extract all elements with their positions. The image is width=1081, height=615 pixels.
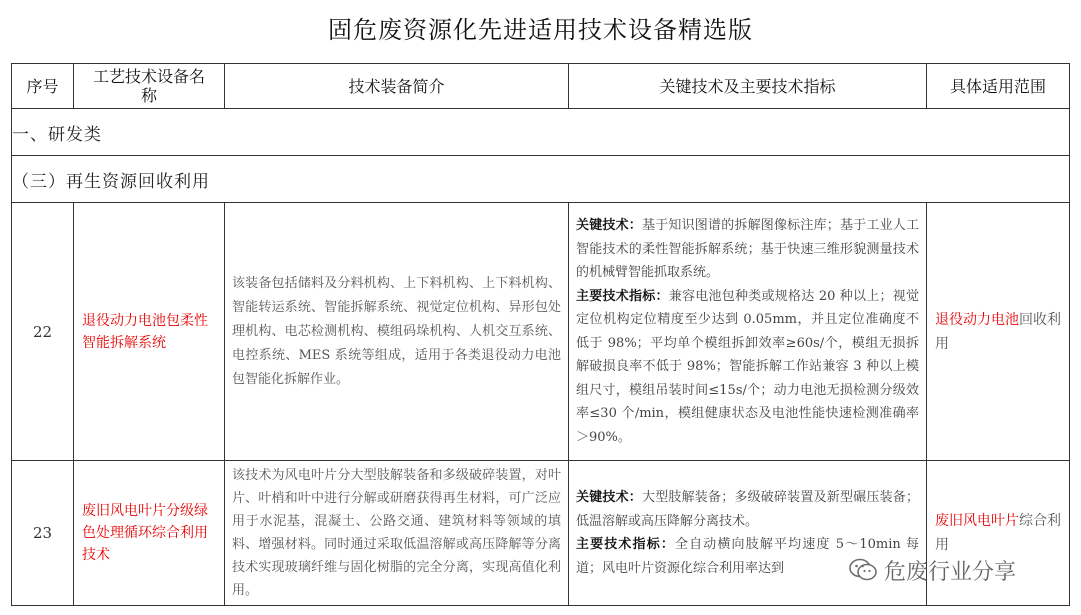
- row-key-tech: [569, 203, 927, 461]
- indicator-label: 主要技术指标：: [576, 537, 675, 552]
- watermark: [848, 550, 1016, 590]
- scope-highlight: 废旧风电叶片: [935, 513, 1019, 529]
- key-label: 关键技术：: [576, 490, 642, 505]
- scope-highlight: 退役动力电池: [935, 311, 1019, 328]
- header-name-text: 工艺技术设备名称: [92, 67, 205, 105]
- row-intro: 该技术为风电叶片分大型肢解装备和多级破碎装置，对叶片、叶梢和叶中进行分解或研磨获得再生材料，可广泛应用于水泥基，混凝土、公路交通、建筑材料等领域的填料、增强材料。同时通过采取低温溶解或高压降解等分离技术实现玻璃纤维与固化树脂的完全分离，实现高值化利用。: [225, 461, 569, 606]
- subsection-title: （三）再生资源回收利用: [12, 156, 1070, 203]
- watermark-text: 危废行业分享: [884, 559, 1017, 585]
- header-key: 关键技术及主要技术指标: [569, 64, 927, 109]
- key-text: 基于知识图谱的拆解图像标注库；基于工业人工智能技术的柔性智能拆解系统；基于快速三维形貌测量技术的机械臂智能抓取系统。: [576, 218, 919, 280]
- scope-text: 回收利用: [935, 311, 1061, 352]
- scope-text: 综合利用: [935, 513, 1061, 553]
- indicator-text: 全自动横向肢解平均速度 5～10min 每道；风电叶片资源化综合利用率达到: [576, 537, 919, 576]
- subsection-row: [12, 156, 1070, 203]
- section-title: 一、研发类: [12, 109, 1070, 156]
- row-index: 23: [12, 461, 74, 606]
- document-title: 固危废资源化先进适用技术设备精选版: [328, 16, 753, 44]
- row-index: 22: [12, 203, 74, 461]
- indicator-text: 兼容电池包种类或规格达 20 种以上；视觉定位机构定位精度至少达到 0.05mm，并且定位准确度不低于 98%；平均单个模组拆卸效率≥60s/个，模组无损拆解破损良率不低于 98%；智能拆解工作站兼容 3 种以上模组尺寸，模组吊装时间≤15s/个；动力电池无损检测分级效率≤30 个/min，模组健康状态及电池性能快速检测准确率＞90%。: [576, 288, 919, 445]
- header-index: 序号: [12, 64, 74, 109]
- table-header-row: [12, 64, 1070, 109]
- table-row: [12, 203, 1070, 461]
- header-name: [74, 64, 225, 109]
- header-scope: 具体适用范围: [927, 64, 1070, 109]
- row-intro: 该装备包括储料及分料机构、上下料机构、上下料机构、智能转运系统、智能拆解系统、视觉定位机构、异形包处理机构、电芯检测机构、模组码垛机构、人机交互系统、电控系统、MES 系统等组成，适用于各类退役动力电池包智能化拆解作业。: [225, 203, 569, 461]
- technology-table: [11, 63, 1070, 606]
- row-name: 废旧风电叶片分级绿色处理循环综合利用技术: [74, 461, 225, 606]
- indicator-label: 主要技术指标：: [576, 288, 669, 304]
- row-name: 退役动力电池包柔性智能拆解系统: [74, 203, 225, 461]
- header-intro: 技术装备简介: [225, 64, 569, 109]
- key-text: 大型肢解装备；多级破碎装置及新型碾压装备；低温溶解或高压降解分离技术。: [576, 490, 919, 529]
- row-scope: [927, 203, 1070, 461]
- section-row: [12, 109, 1070, 156]
- key-label: 关键技术：: [576, 218, 642, 233]
- wechat-icon: [848, 557, 878, 583]
